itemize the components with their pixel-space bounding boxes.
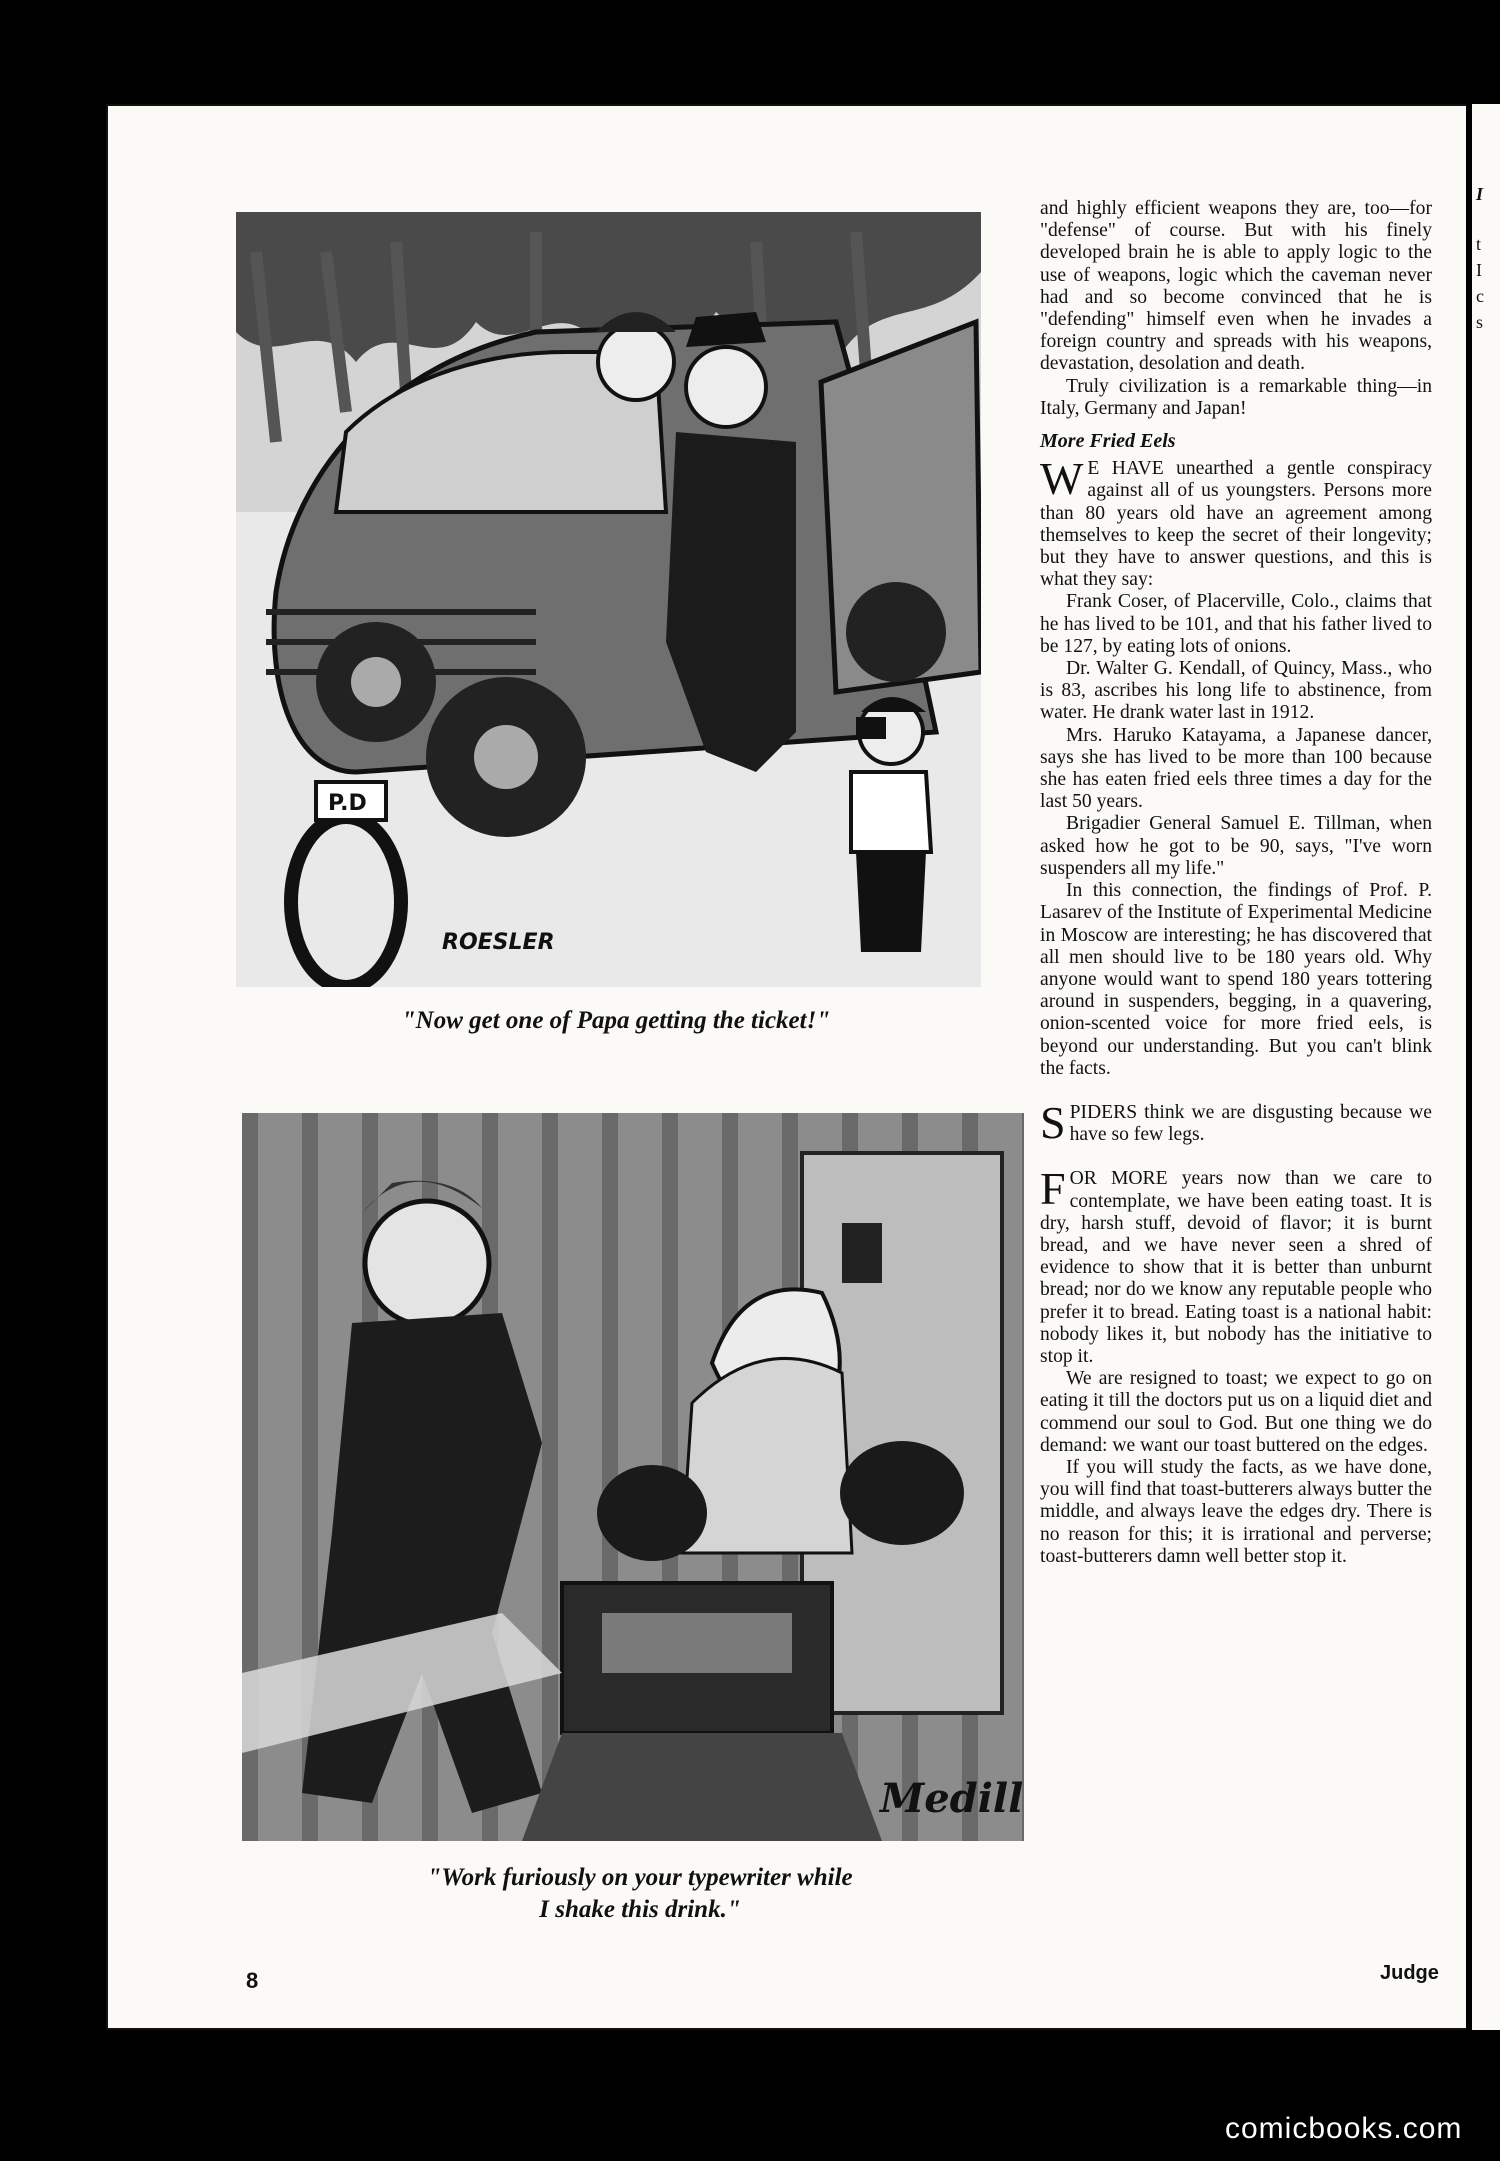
article-paragraph — [1040, 1096, 1432, 1148]
section-heading: More Fried Eels — [1040, 430, 1176, 453]
article-paragraph — [1040, 1163, 1432, 1368]
cartoon-police-car — [236, 212, 981, 987]
article-paragraph: Brigadier General Samuel E. Tillman, when asked how he got to be 90, says, "I've worn suspenders all my life." — [1040, 813, 1432, 879]
caption-line: I shake this drink." — [539, 1896, 741, 1923]
adjacent-page-edge — [1466, 104, 1500, 2030]
fragment-text: c — [1476, 286, 1484, 306]
drop-cap: S — [1040, 1096, 1066, 1148]
article-paragraph: Dr. Walter G. Kendall, of Quincy, Mass., who is 83, ascribes his long life to abstinence, from water. He drank water last in 1912. — [1040, 658, 1432, 724]
cartoon-caption: "Now get one of Papa getting the ticket!" — [401, 1007, 831, 1034]
page-number: 8 — [246, 1968, 259, 1993]
article-paragraph — [1040, 453, 1432, 591]
cartoonist-signature: Medill — [880, 1775, 1024, 1822]
cartoon-caption — [300, 1862, 980, 1926]
article-paragraph: We are resigned to toast; we expect to go on eating it till the doctors put us on a liquid diet and commend our soul to God. But one thing we do demand: we want our toast buttered on the edges. — [1040, 1368, 1432, 1456]
caption-line: "Work furiously on your typewriter while — [427, 1864, 853, 1891]
paragraph-text: PIDERS think we are disgusting because we have so few legs. — [1069, 1101, 1432, 1146]
cartoon-typewriter — [242, 1113, 1024, 1841]
magazine-name: Judge — [1380, 1962, 1439, 1984]
fragment-text: I — [1476, 184, 1484, 204]
article-paragraph: If you will study the facts, as we have done, you will find that toast-butterers always butter the middle, and always leave the edges dry. There is no reason for this; it is irrational and perverse; toast-butterers damn well better stop it. — [1040, 1456, 1432, 1567]
article-paragraph: Frank Coser, of Placerville, Colo., claims that he has lived to be 101, and that his father lived to be 127, by eating lots of onions. — [1040, 591, 1432, 657]
fragment-text: s — [1476, 312, 1484, 332]
article-paragraph: and highly efficient weapons they are, too—for "defense" of course. But with his finely developed brain he is able to apply logic to the use of weapons, logic which the caveman never had and so become convinced that he is "defending" himself even when he invades a foreign country and spreads with his weapons, devastation, desolation and death. — [1040, 198, 1432, 375]
paragraph-text: E HAVE unearthed a gentle conspiracy against all of us youngsters. Persons more than 80 years old have an agreement among themselves to keep the secret of their longevity; but they have to answer questions, and this is what they say: — [1040, 458, 1432, 591]
license-plate: P.D — [328, 791, 367, 816]
article-paragraph: Mrs. Haruko Katayama, a Japanese dancer, says she has lived to be more than 100 because she has eaten fried eels three times a day for the last 50 years. — [1040, 724, 1432, 813]
article-paragraph: In this connection, the findings of Prof. P. Lasarev of the Institute of Experimental Medicine in Moscow are interesting; he has discovered that all men should live to be 180 years old. Why anyone would want to spend 180 years tottering around in suspenders, begging, in a quavering, onion-scented voice for more fried eels, is beyond our understanding. But you can't blink the facts. — [1040, 880, 1432, 1079]
fragment-text: I — [1476, 260, 1482, 280]
fragment-text: t — [1476, 234, 1482, 254]
drop-cap: F — [1040, 1163, 1066, 1215]
article-paragraph: Truly civilization is a remarkable thing—in Italy, Germany and Japan! — [1040, 375, 1432, 419]
article-column — [1040, 198, 1432, 1568]
cartoonist-signature: ROESLER — [442, 930, 555, 955]
paragraph-text: OR MORE years now than we care to contemplate, we have been eating toast. It is dry, harsh stuff, devoid of flavor; it is burnt bread, and we have never seen a shred of evidence to show that it is better than unburnt bread; nor do we know any reputable people who prefer it to bread. Eating toast is a national habit: nobody likes it, but nobody has the initiative to stop it. — [1040, 1168, 1432, 1367]
watermark: comicbooks.com — [1225, 2112, 1463, 2145]
drop-cap: W — [1040, 453, 1084, 505]
